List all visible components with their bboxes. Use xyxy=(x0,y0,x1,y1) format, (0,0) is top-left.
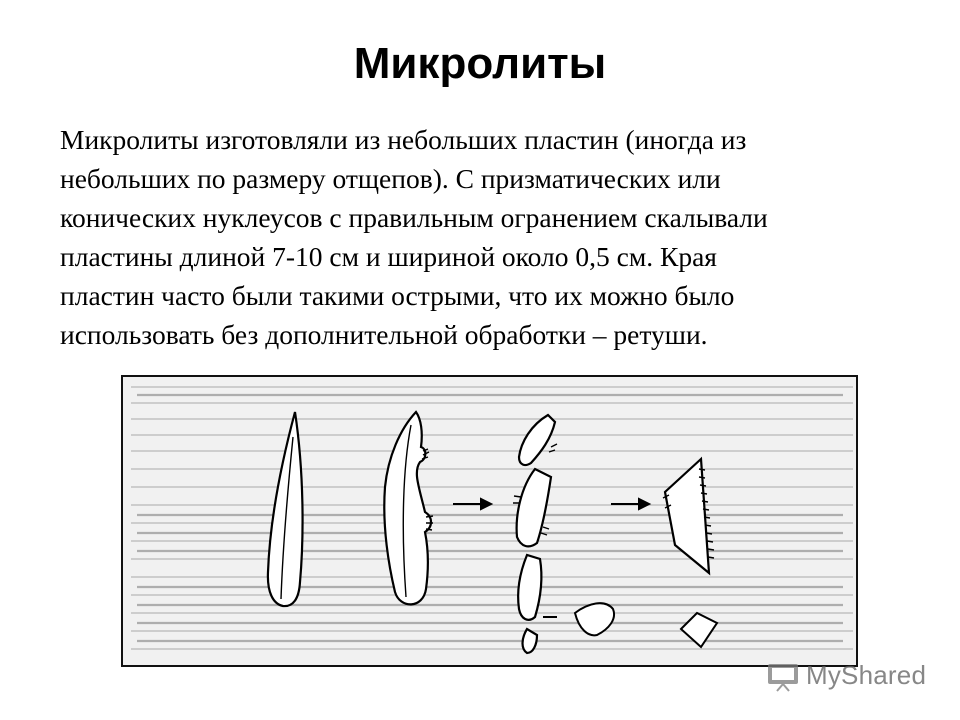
page-title: Микролиты xyxy=(353,39,607,88)
arrow-right-icon xyxy=(453,499,491,509)
body-line: пластин часто были такими острыми, что их можно было xyxy=(60,280,735,311)
body-line: небольших по размеру отщепов). С призматических или xyxy=(60,163,721,194)
watermark xyxy=(766,655,926,695)
body-text xyxy=(60,120,910,354)
microlith-drawing xyxy=(123,377,858,667)
background-text-texture xyxy=(131,387,853,649)
projector-icon xyxy=(766,658,800,692)
watermark-text: MyShared xyxy=(806,659,927,690)
microlith-illustration xyxy=(121,375,858,667)
blade-plain xyxy=(268,412,303,606)
arrow-right-icon xyxy=(611,499,649,509)
body-line: пластины длиной 7-10 см и шириной около 0,5 см. Края xyxy=(60,241,717,272)
blade-notched xyxy=(384,412,433,604)
body-line: использовать без дополнительной обработки – ретуши. xyxy=(60,319,708,350)
body-line: конических нуклеусов с правильным огранением скалывали xyxy=(60,202,768,233)
body-line: Микролиты изготовляли из небольших пластин (иногда из xyxy=(60,124,747,155)
